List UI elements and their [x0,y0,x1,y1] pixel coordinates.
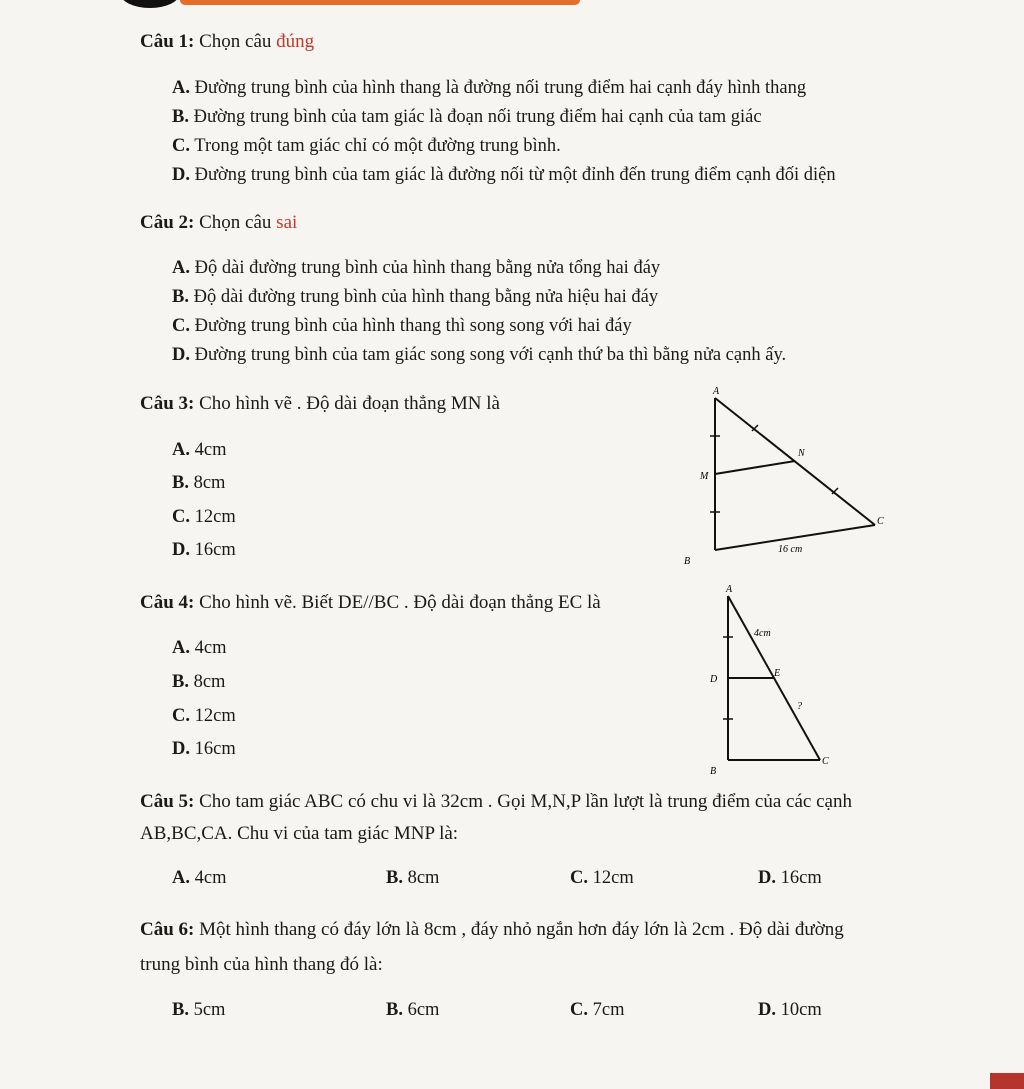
question-4-figure [690,582,850,787]
triangle-figure-mn [670,380,900,575]
option-letter: C. [172,706,190,726]
q2-option-c[interactable] [172,316,632,337]
question-5-prompt-cont: AB,BC,CA. Chu vi của tam giác MNP là: [140,823,459,844]
option-letter: A. [172,868,190,888]
question-5-number: Câu 5: [140,791,195,812]
option-letter: B. [172,1000,189,1020]
vertex-n-label: N [798,448,805,459]
question-5-title [140,791,852,813]
triangle-figure-de [690,582,850,782]
question-3-figure [670,380,900,580]
q1-option-b[interactable] [172,107,762,128]
vertex-b-label: B [710,766,717,777]
q3-option-d[interactable] [172,540,236,561]
corner-decoration [990,1073,1024,1089]
vertex-m-label: M [700,471,709,482]
option-letter: A. [172,258,190,278]
option-text: 8cm [193,672,226,692]
option-letter: B. [386,868,403,888]
option-text: 4cm [194,638,227,658]
base-length-label: 16 cm [778,544,803,555]
q5-option-d[interactable] [758,868,822,889]
question-3-title [140,393,500,415]
vertex-a-label: A [713,386,720,397]
q1-option-d[interactable] [172,165,836,186]
option-text: Đường trung bình của tam giác là đường nối từ một đỉnh đến trung điểm cạnh đối diện [194,165,836,185]
option-text: Đường trung bình của tam giác song song với cạnh thứ ba thì bằng nửa cạnh ấy. [194,345,787,365]
question-4-number: Câu 4: [140,592,195,613]
question-5-prompt: Cho tam giác ABC có chu vi là 32cm . Gọi M,N,P lần lượt là trung điểm của các cạnh [199,791,852,812]
option-text: Độ dài đường trung bình của hình thang bằng nửa hiệu hai đáy [193,287,659,307]
vertex-b-label: B [684,556,691,567]
option-letter: B. [386,1000,403,1020]
option-letter: B. [172,107,189,127]
question-4-prompt: Cho hình vẽ. Biết DE//BC . Độ dài đoạn thẳng EC là [199,592,601,613]
question-3-prompt: Cho hình vẽ . Độ dài đoạn thẳng MN là [199,393,500,414]
question-2-title [140,212,297,234]
ec-unknown-label: ? [797,701,802,712]
question-6-number: Câu 6: [140,919,195,940]
option-text: 16cm [194,540,236,560]
option-letter: B. [172,287,189,307]
vertex-c-label: C [822,756,829,767]
question-1-number: Câu 1: [140,31,195,52]
ae-length-label: 4cm [754,628,771,639]
option-text: 4cm [194,440,227,460]
vertex-a-label: A [726,584,733,595]
vertex-e-label: E [774,668,781,679]
question-6-prompt: Một hình thang có đáy lớn là 8cm , đáy nhỏ ngắn hơn đáy lớn là 2cm . Độ dài đường [199,919,844,940]
q3-option-b[interactable] [172,473,225,494]
q6-option-4[interactable] [758,1000,822,1021]
question-2-highlight: sai [276,212,298,233]
option-text: 12cm [194,706,236,726]
option-text: Đường trung bình của hình thang thì song song với hai đáy [194,316,632,336]
option-text: 10cm [780,1000,822,1020]
option-text: Đường trung bình của tam giác là đoạn nối trung điểm hai cạnh của tam giác [193,107,762,127]
q6-option-3[interactable] [570,1000,624,1021]
q4-option-b[interactable] [172,672,225,693]
option-letter: C. [172,316,190,336]
q6-option-1[interactable] [172,1000,225,1021]
option-text: 12cm [592,868,634,888]
option-text: 6cm [407,1000,440,1020]
question-1-prompt: Chọn câu [199,31,272,52]
question-2-prompt: Chọn câu [199,212,272,233]
q5-option-c[interactable] [570,868,634,889]
q2-option-a[interactable] [172,258,660,279]
option-letter: B. [172,473,189,493]
top-decoration [0,0,1024,8]
option-letter: C. [172,507,190,527]
q4-option-d[interactable] [172,739,236,760]
q3-option-c[interactable] [172,507,236,528]
q4-option-c[interactable] [172,706,236,727]
option-text: 5cm [193,1000,226,1020]
option-text: Đường trung bình của hình thang là đường nối trung điểm hai cạnh đáy hình thang [194,78,807,98]
question-6-title [140,919,844,941]
option-text: Độ dài đường trung bình của hình thang bằng nửa tổng hai đáy [194,258,661,278]
option-letter: D. [172,165,190,185]
option-text: 7cm [592,1000,625,1020]
option-text: 12cm [194,507,236,527]
q3-option-a[interactable] [172,440,226,461]
question-1-title [140,31,314,53]
option-text: 4cm [194,868,227,888]
option-letter: D. [758,1000,776,1020]
option-letter: D. [172,345,190,365]
question-4-title [140,592,601,614]
segment-mn [715,461,795,474]
option-letter: D. [758,868,776,888]
option-text: 16cm [194,739,236,759]
option-text: 16cm [780,868,822,888]
q6-option-2[interactable] [386,1000,439,1021]
q2-option-b[interactable] [172,287,658,308]
option-letter: A. [172,440,190,460]
q1-option-a[interactable] [172,78,806,99]
option-letter: D. [172,540,190,560]
vertex-c-label: C [877,516,884,527]
option-letter: C. [570,868,588,888]
q1-option-c[interactable] [172,136,561,157]
option-text: 8cm [407,868,440,888]
option-letter: C. [570,1000,588,1020]
q5-option-a[interactable] [172,868,226,889]
q2-option-d[interactable] [172,345,786,366]
question-1-highlight: đúng [276,31,315,52]
top-orange-stripe [180,0,580,5]
q4-option-a[interactable] [172,638,226,659]
top-dark-shape [120,0,180,8]
question-2-number: Câu 2: [140,212,195,233]
option-letter: C. [172,136,190,156]
vertex-d-label: D [710,674,718,685]
question-3-number: Câu 3: [140,393,195,414]
option-letter: A. [172,638,190,658]
q5-option-b[interactable] [386,868,439,889]
option-text: Trong một tam giác chỉ có một đường trung bình. [194,136,561,156]
question-6-prompt-cont: trung bình của hình thang đó là: [140,954,383,975]
option-letter: D. [172,739,190,759]
option-letter: B. [172,672,189,692]
option-text: 8cm [193,473,226,493]
option-letter: A. [172,78,190,98]
